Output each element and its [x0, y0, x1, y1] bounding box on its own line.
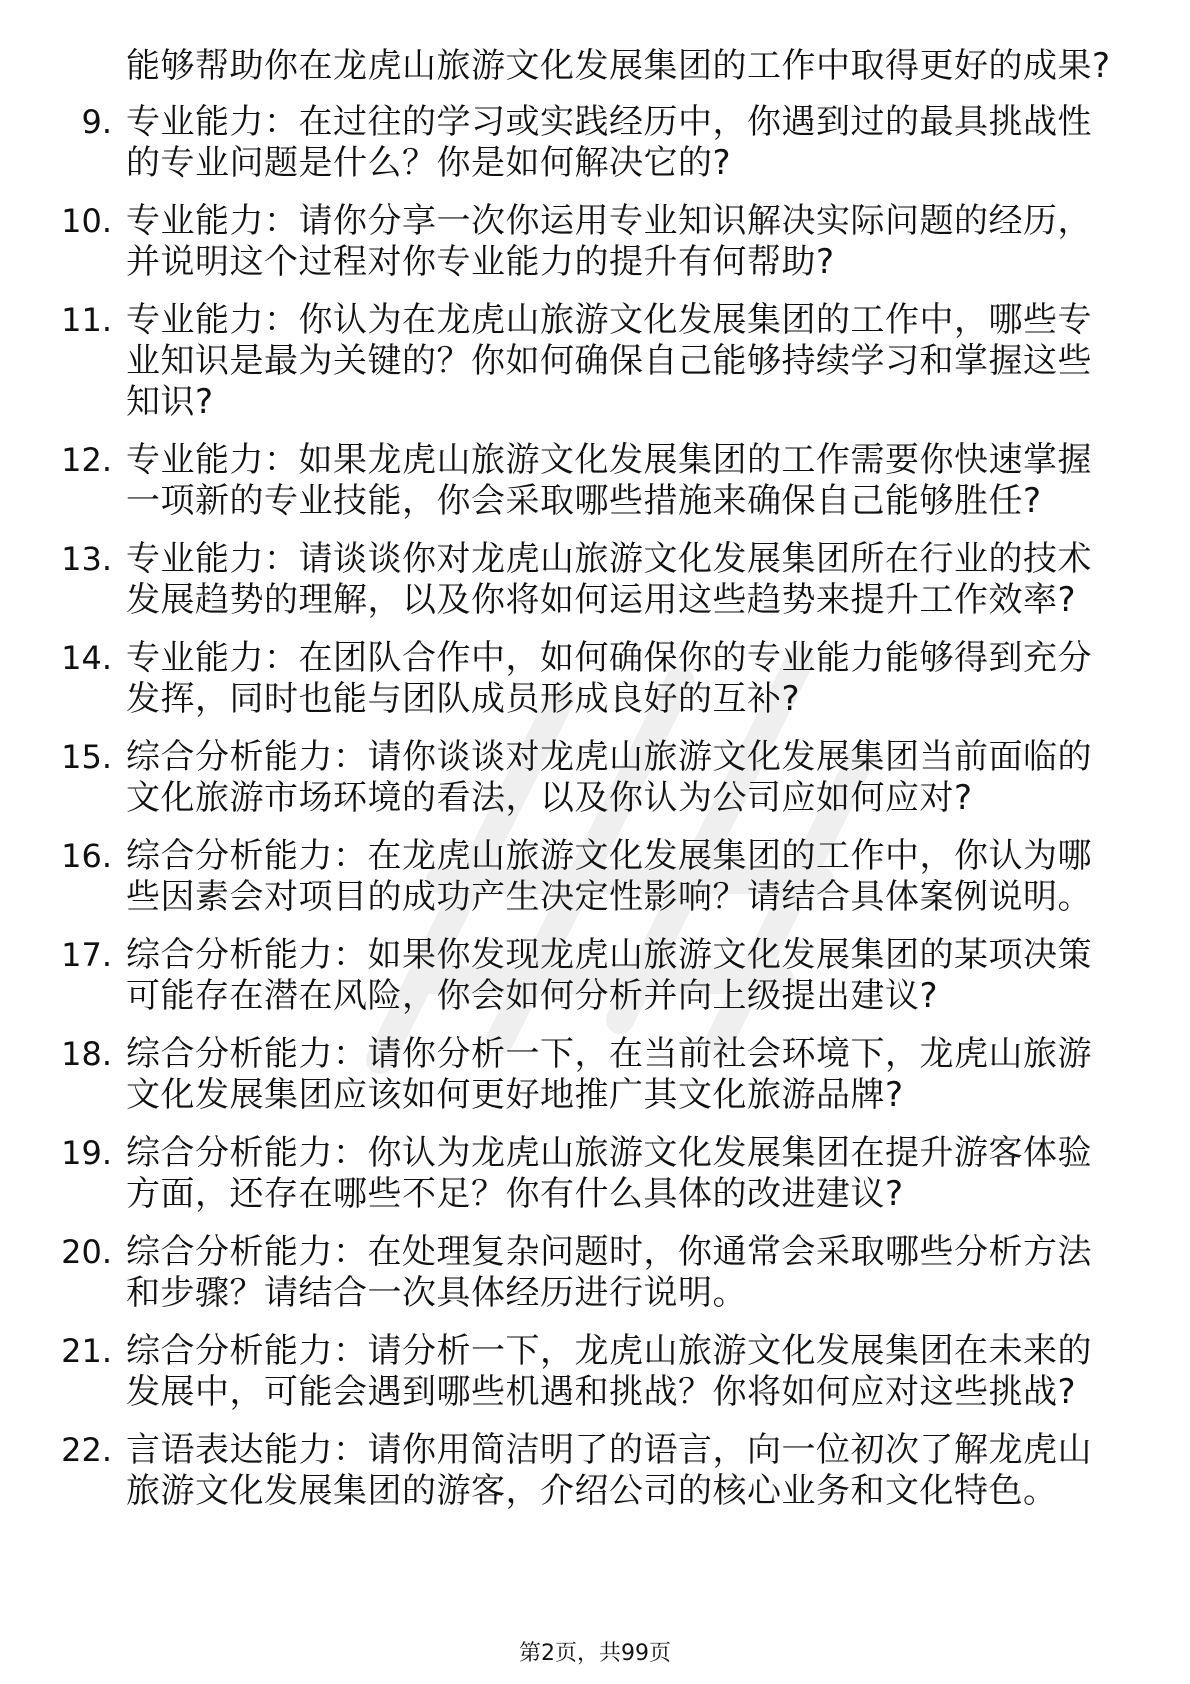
question-number: 20.	[61, 1233, 112, 1271]
question-text: 综合分析能力：请你谈谈对龙虎山旅游文化发展集团当前面临的文化旅游市场环境的看法，以及你认为公司应如何应对?	[126, 737, 1092, 818]
question-number: 9.	[81, 103, 112, 141]
question-text: 专业能力：在团队合作中，如何确保你的专业能力能够得到充分发挥，同时也能与团队成员形成良好的互补?	[126, 638, 1092, 719]
question-text: 综合分析能力：在龙虎山旅游文化发展集团的工作中，你认为哪些因素会对项目的成功产生决定性影响？请结合具体案例说明。	[126, 836, 1092, 917]
list-item	[56, 201, 1116, 283]
list-item	[56, 300, 1116, 423]
list-item	[56, 1430, 1116, 1512]
document-body	[56, 46, 1116, 1529]
list-item	[56, 1232, 1116, 1314]
question-number: 13.	[61, 540, 112, 578]
list-item	[56, 1331, 1116, 1413]
question-number: 17.	[61, 936, 112, 974]
question-text: 专业能力：在过往的学习或实践经历中，你遇到过的最具挑战性的专业问题是什么？你是如何解决它的?	[126, 102, 1092, 183]
question-number: 14.	[61, 639, 112, 677]
question-text: 综合分析能力：如果你发现龙虎山旅游文化发展集团的某项决策可能存在潜在风险，你会如何分析并向上级提出建议?	[126, 935, 1092, 1016]
question-number: 15.	[61, 738, 112, 776]
question-text: 专业能力：请你分享一次你运用专业知识解决实际问题的经历，并说明这个过程对你专业能力的提升有何帮助?	[126, 201, 1092, 282]
list-item	[56, 935, 1116, 1017]
question-number: 10.	[61, 202, 112, 240]
list-item	[56, 638, 1116, 720]
list-item	[56, 1133, 1116, 1215]
question-number: 11.	[61, 301, 112, 339]
question-list	[56, 102, 1116, 1512]
question-text: 综合分析能力：你认为龙虎山旅游文化发展集团在提升游客体验方面，还存在哪些不足？你有什么具体的改进建议?	[126, 1133, 1092, 1214]
list-item	[56, 836, 1116, 918]
list-item	[56, 1034, 1116, 1116]
question-text: 专业能力：如果龙虎山旅游文化发展集团的工作需要你快速掌握一项新的专业技能，你会采取哪些措施来确保自己能够胜任?	[126, 440, 1092, 521]
question-number: 21.	[61, 1332, 112, 1370]
list-item	[56, 440, 1116, 522]
question-text: 专业能力：你认为在龙虎山旅游文化发展集团的工作中，哪些专业知识是最为关键的？你如何确保自己能够持续学习和掌握这些知识?	[126, 300, 1092, 422]
continued-question-text: 能够帮助你在龙虎山旅游文化发展集团的工作中取得更好的成果?	[126, 46, 1111, 86]
question-text: 综合分析能力：请你分析一下，在当前社会环境下，龙虎山旅游文化发展集团应该如何更好地推广其文化旅游品牌?	[126, 1034, 1092, 1115]
question-text: 综合分析能力：请分析一下，龙虎山旅游文化发展集团在未来的发展中，可能会遇到哪些机遇和挑战？你将如何应对这些挑战?	[126, 1331, 1092, 1412]
question-number: 18.	[61, 1035, 112, 1073]
question-number: 12.	[61, 441, 112, 479]
question-number: 16.	[61, 837, 112, 875]
question-number: 22.	[61, 1431, 112, 1469]
page-footer	[0, 1640, 1190, 1668]
list-item	[56, 102, 1116, 184]
question-number: 19.	[61, 1134, 112, 1172]
page-number-label: 第2页，共99页	[519, 1641, 671, 1666]
list-item	[56, 539, 1116, 621]
list-item	[56, 737, 1116, 819]
question-text: 言语表达能力：请你用简洁明了的语言，向一位初次了解龙虎山旅游文化发展集团的游客，介绍公司的核心业务和文化特色。	[126, 1430, 1092, 1511]
question-text: 综合分析能力：在处理复杂问题时，你通常会采取哪些分析方法和步骤？请结合一次具体经历进行说明。	[126, 1232, 1092, 1313]
question-text: 专业能力：请谈谈你对龙虎山旅游文化发展集团所在行业的技术发展趋势的理解，以及你将如何运用这些趋势来提升工作效率?	[126, 539, 1092, 620]
